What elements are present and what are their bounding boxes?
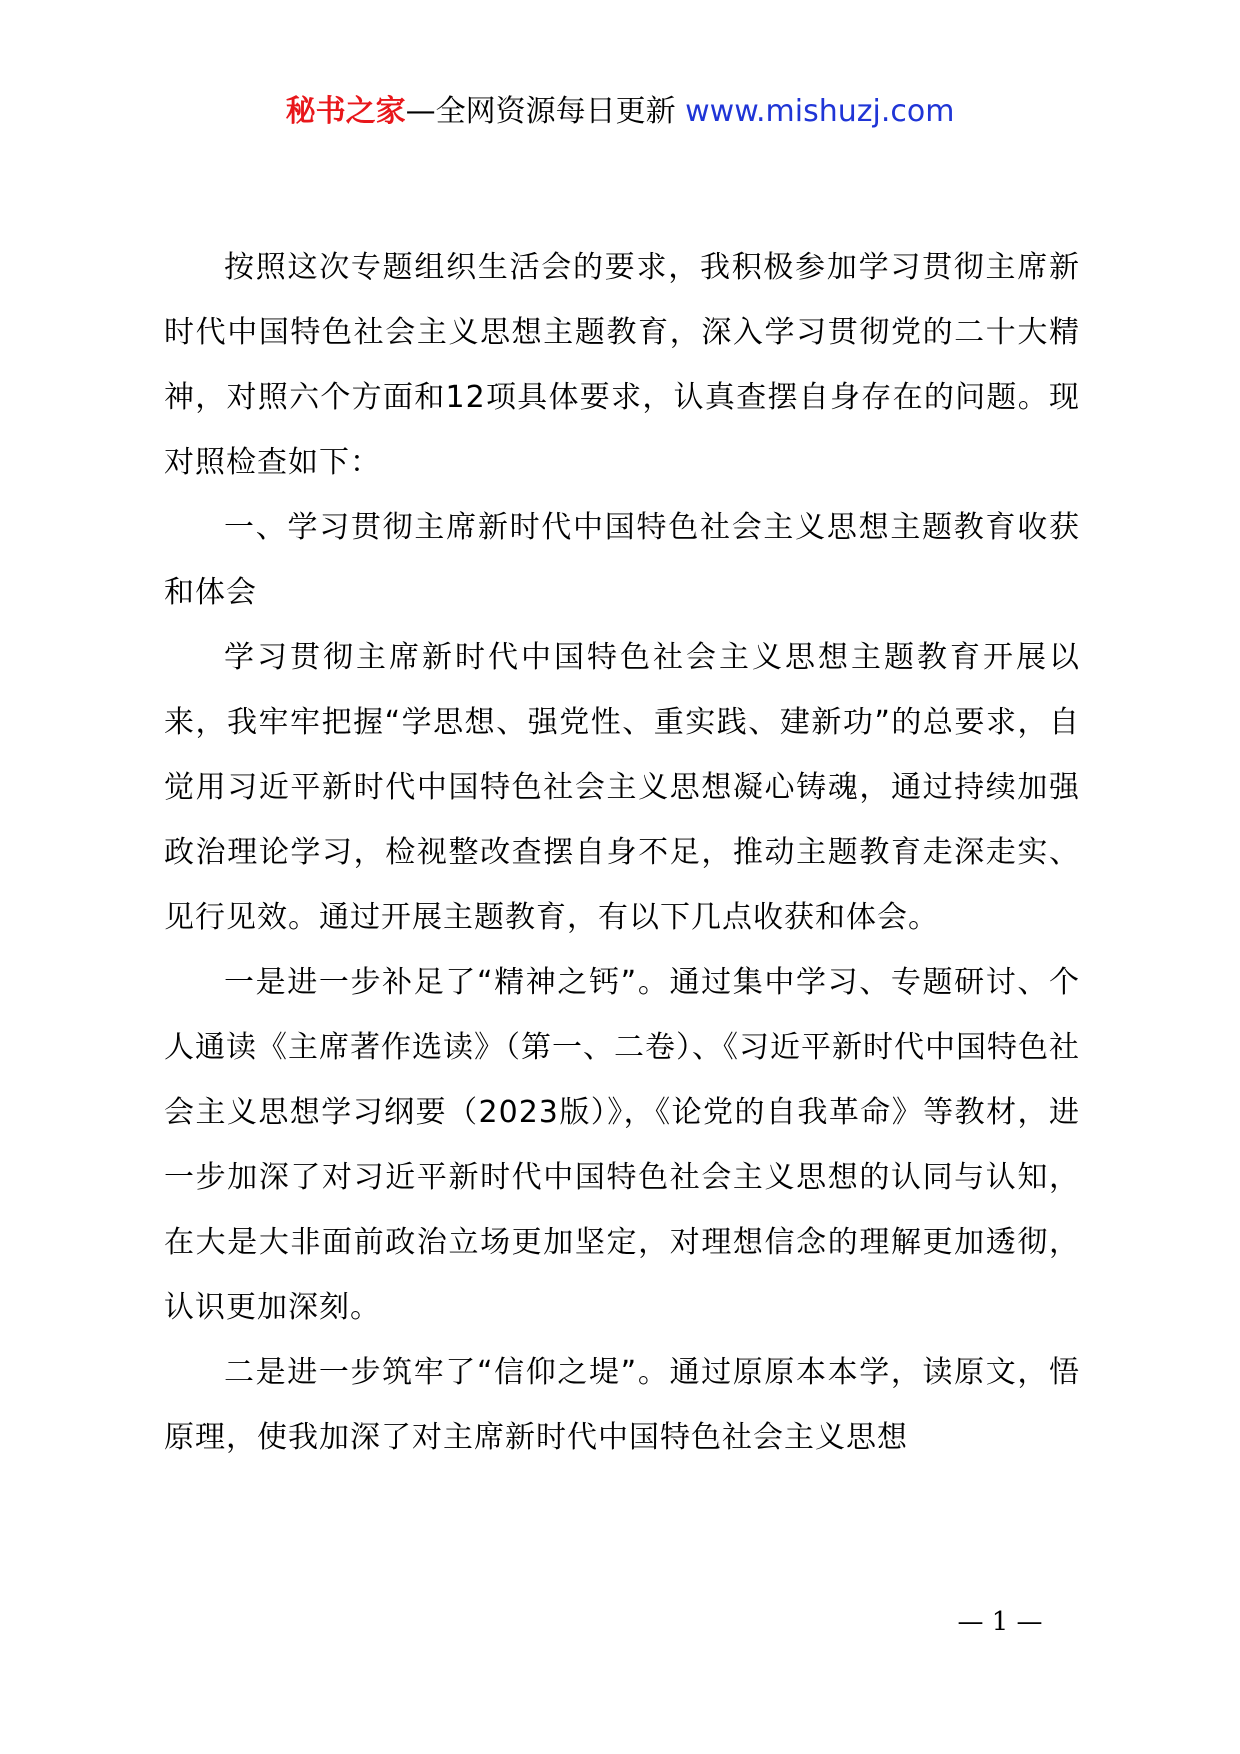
paragraph-point-two: 二是进一步筑牢了“信仰之堤”。通过原原本本学，读原文，悟原理，使我加深了对主席新时代中国特色社会主义思想 (164, 1355, 1080, 1455)
header-tagline: —全网资源每日更新 (405, 94, 676, 129)
header-brand: 秘书之家 (285, 94, 406, 129)
document-header (0, 92, 1240, 132)
paragraph-overview: 学习贯彻主席新时代中国特色社会主义思想主题教育开展以来，我牢牢把握“学思想、强党性、重实践、建新功”的总要求，自觉用习近平新时代中国特色社会主义思想凝心铸魂，通过持续加强政治理论学习，检视整改查摆自身不足，推动主题教育走深走实、见行见效。通过开展主题教育，有以下几点收获和体会。 (164, 640, 1080, 935)
paragraph-point-one: 一是进一步补足了“精神之钙”。通过集中学习、专题研讨、个人通读《主席著作选读》（第一、二卷）、《习近平新时代中国特色社会主义思想学习纲要（2023版）》，《论党的自我革命》等教材，进一步加深了对习近平新时代中国特色社会主义思想的认同与认知，在大是大非面前政治立场更加坚定，对理想信念的理解更加透彻，认识更加深刻。 (164, 965, 1080, 1325)
paragraph-intro: 按照这次专题组织生活会的要求，我积极参加学习贯彻主席新时代中国特色社会主义思想主题教育，深入学习贯彻党的二十大精神，对照六个方面和12项具体要求，认真查摆自身存在的问题。现对照检查如下： (164, 250, 1080, 480)
section-heading: 一、学习贯彻主席新时代中国特色社会主义思想主题教育收获和体会 (164, 510, 1080, 610)
page-number: — 1 — (957, 1607, 1043, 1637)
header-site-url[interactable]: www.mishuzj.com (685, 94, 955, 129)
document-body (164, 235, 1080, 1470)
